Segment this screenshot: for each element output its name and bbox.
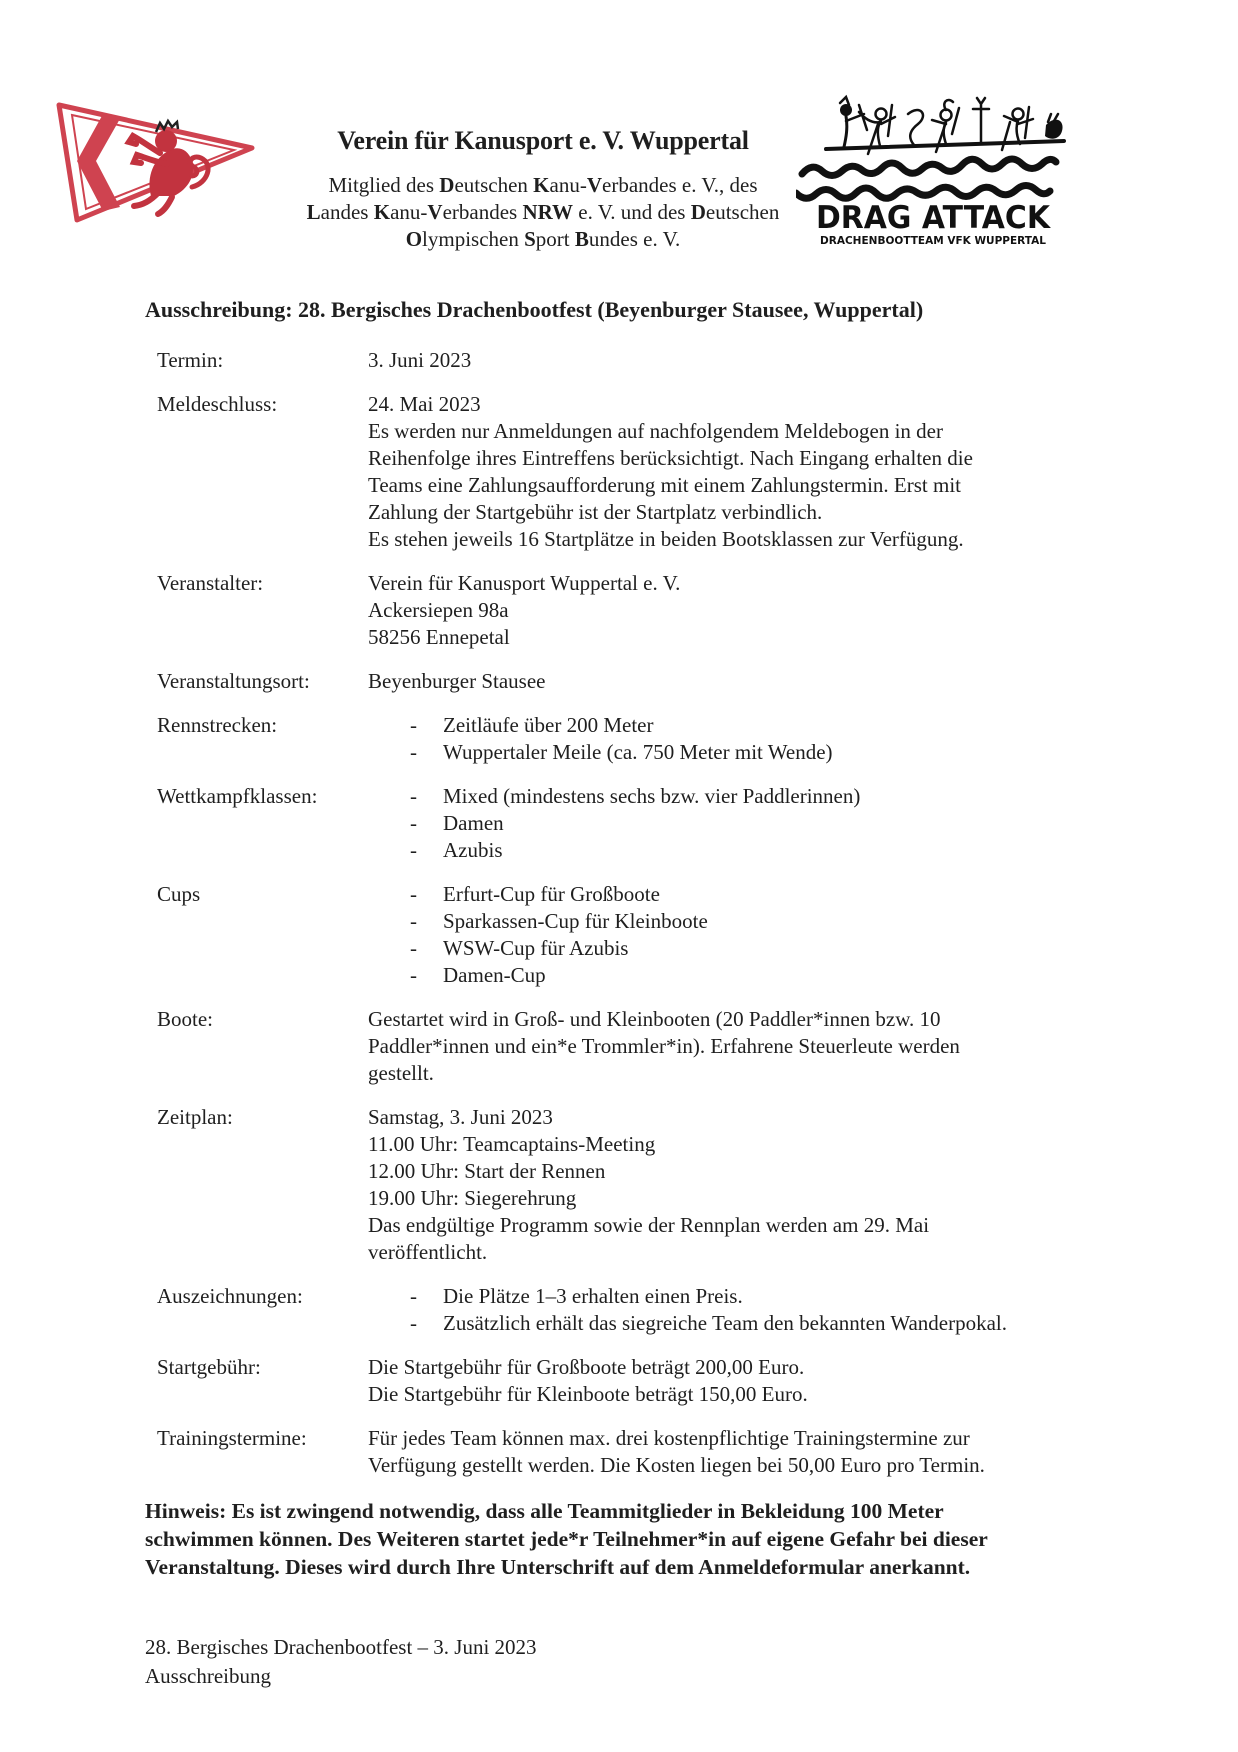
- bullet-dash-icon: -: [410, 909, 417, 933]
- membership-segment: anu-: [390, 200, 428, 224]
- bullet-dash-icon: -: [410, 713, 417, 737]
- section-row: [157, 391, 1117, 553]
- value-line: Reihenfolge ihres Eintreffens berücksichtigt. Nach Eingang erhalten die: [368, 446, 973, 470]
- drag-attack-wordmark: DRAG ATTACK: [816, 200, 1051, 236]
- bullet-text: Mixed (mindestens sechs bzw. vier Paddlerinnen): [443, 784, 861, 808]
- bullet-text: Damen: [443, 811, 504, 835]
- section-label: Veranstalter:: [157, 571, 264, 595]
- footer-line: 28. Bergisches Drachenbootfest – 3. Juni 2023: [145, 1635, 537, 1659]
- section-label: Boote:: [157, 1007, 213, 1031]
- section-label: Trainingstermine:: [157, 1426, 307, 1450]
- section-label: Veranstaltungsort:: [157, 669, 310, 693]
- section-row: [157, 1283, 1117, 1337]
- value-line: Paddler*innen und ein*e Trommler*in). Erfahrene Steuerleute werden: [368, 1034, 960, 1058]
- section-row: [157, 347, 1117, 374]
- value-line: 24. Mai 2023: [368, 392, 481, 416]
- bullet-text: Zusätzlich erhält das siegreiche Team den bekannten Wanderpokal.: [443, 1311, 1008, 1335]
- membership-segment: V: [586, 173, 603, 197]
- membership-segment: D: [439, 173, 455, 197]
- drag-attack-logo: [796, 94, 1070, 250]
- notice-line: Hinweis: Es ist zwingend notwendig, dass alle Teammitglieder in Bekleidung 100 Meter: [145, 1499, 944, 1523]
- membership-segment: V: [427, 200, 443, 224]
- section-row: [157, 1425, 1117, 1479]
- membership-segment: e. V. und des: [573, 200, 691, 224]
- bullet-item: [368, 908, 1117, 935]
- value-line: 12.00 Uhr: Start der Rennen: [368, 1159, 606, 1183]
- value-line: Teams eine Zahlungsaufforderung mit einem Zahlungstermin. Erst mit: [368, 473, 961, 497]
- value-line: Es werden nur Anmeldungen auf nachfolgendem Meldebogen in der: [368, 419, 943, 443]
- membership-segment: Mitglied des: [328, 173, 440, 197]
- bullet-item: [368, 810, 1117, 837]
- section-label: Auszeichnungen:: [157, 1284, 303, 1308]
- section-value: [368, 347, 1117, 374]
- membership-segment: K: [373, 200, 391, 224]
- value-line: 19.00 Uhr: Siegerehrung: [368, 1186, 577, 1210]
- section-row: [157, 1006, 1117, 1087]
- value-line: Samstag, 3. Juni 2023: [368, 1105, 553, 1129]
- bullet-text: Sparkassen-Cup für Kleinboote: [443, 909, 708, 933]
- section-value: [368, 881, 1117, 989]
- bullet-text: Zeitläufe über 200 Meter: [443, 713, 654, 737]
- membership-segment: andes: [320, 200, 374, 224]
- value-line: 58256 Ennepetal: [368, 625, 510, 649]
- value-line: Verein für Kanusport Wuppertal e. V.: [368, 571, 681, 595]
- section-row: [157, 1104, 1117, 1266]
- membership-segment: L: [306, 200, 321, 224]
- bullet-text: Azubis: [443, 838, 503, 862]
- sections-list: [157, 347, 1117, 1496]
- bullet-item: [368, 881, 1117, 908]
- value-line: Ackersiepen 98a: [368, 598, 509, 622]
- membership-segment: port: [535, 227, 575, 251]
- page-footer: [145, 1633, 537, 1691]
- value-line: veröffentlicht.: [368, 1240, 488, 1264]
- membership-segment: S: [524, 227, 536, 251]
- value-line: gestellt.: [368, 1061, 434, 1085]
- bullet-dash-icon: -: [410, 882, 417, 906]
- club-pennant-icon: [46, 101, 260, 225]
- value-line: Gestartet wird in Groß- und Kleinbooten (20 Paddler*innen bzw. 10: [368, 1007, 941, 1031]
- bullet-item: [368, 962, 1117, 989]
- membership-segment: lympischen: [422, 227, 525, 251]
- membership-segment: eutschen: [454, 173, 534, 197]
- value-line: Es stehen jeweils 16 Startplätze in beiden Bootsklassen zur Verfügung.: [368, 527, 964, 551]
- value-line: Die Startgebühr für Großboote beträgt 200,00 Euro.: [368, 1355, 805, 1379]
- value-line: 3. Juni 2023: [368, 348, 472, 372]
- membership-segment: D: [690, 200, 706, 224]
- bullet-text: Die Plätze 1–3 erhalten einen Preis.: [443, 1284, 743, 1308]
- section-row: [157, 881, 1117, 989]
- notice-line: Veranstaltung. Dieses wird durch Ihre Unterschrift auf dem Anmeldeformular anerkannt.: [145, 1555, 971, 1579]
- dragonboat-illustration-icon: [826, 97, 1064, 154]
- section-label: Wettkampfklassen:: [157, 784, 318, 808]
- membership-segment: eutschen: [705, 200, 780, 224]
- bullet-text: Damen-Cup: [443, 963, 546, 987]
- section-value: [368, 712, 1117, 766]
- membership-segment: erbandes e. V., des: [602, 173, 758, 197]
- section-value: [368, 1006, 1117, 1087]
- section-label: Termin:: [157, 348, 224, 372]
- section-label: Cups: [157, 882, 201, 906]
- membership-segment: O: [405, 227, 423, 251]
- bullet-item: [368, 837, 1117, 864]
- section-row: [157, 570, 1117, 651]
- section-value: [368, 570, 1117, 651]
- footer-line: Ausschreibung: [145, 1664, 271, 1688]
- bullet-dash-icon: -: [410, 936, 417, 960]
- section-label: Startgebühr:: [157, 1355, 261, 1379]
- bullet-item: [368, 712, 1117, 739]
- membership-lines: [278, 172, 808, 253]
- value-line: Für jedes Team können max. drei kostenpflichtige Trainingstermine zur: [368, 1426, 970, 1450]
- bullet-dash-icon: -: [410, 1311, 417, 1335]
- section-row: [157, 712, 1117, 766]
- value-line: Das endgültige Programm sowie der Rennplan werden am 29. Mai: [368, 1213, 930, 1237]
- section-value: [368, 783, 1117, 864]
- bullet-dash-icon: -: [410, 963, 417, 987]
- notice-paragraph: [145, 1497, 1125, 1581]
- membership-segment: B: [574, 227, 589, 251]
- membership-line: [278, 172, 808, 199]
- bullet-text: Wuppertaler Meile (ca. 750 Meter mit Wende): [443, 740, 833, 764]
- club-title: Verein für Kanusport e. V. Wuppertal: [337, 126, 749, 155]
- bullet-text: WSW-Cup für Azubis: [443, 936, 629, 960]
- bullet-dash-icon: -: [410, 838, 417, 862]
- bullet-item: [368, 1283, 1117, 1310]
- section-value: [368, 1425, 1117, 1479]
- value-line: Die Startgebühr für Kleinboote beträgt 150,00 Euro.: [368, 1382, 808, 1406]
- value-line: 11.00 Uhr: Teamcaptains-Meeting: [368, 1132, 656, 1156]
- value-line: Verfügung gestellt werden. Die Kosten liegen bei 50,00 Euro pro Termin.: [368, 1453, 985, 1477]
- membership-segment: NRW: [522, 200, 574, 224]
- bullet-item: [368, 739, 1117, 766]
- membership-line: [278, 226, 808, 253]
- document-heading: Ausschreibung: 28. Bergisches Drachenbootfest (Beyenburger Stausee, Wuppertal): [145, 297, 924, 322]
- section-row: [157, 668, 1117, 695]
- waves-icon: [796, 159, 1056, 198]
- section-label: Meldeschluss:: [157, 392, 278, 416]
- notice-line: schwimmen können. Des Weiteren startet jede*r Teilnehmer*in auf eigene Gefahr bei dieser: [145, 1527, 988, 1551]
- membership-segment: erbandes: [442, 200, 523, 224]
- membership-line: [278, 199, 808, 226]
- section-value: [368, 1104, 1117, 1266]
- section-label: Rennstrecken:: [157, 713, 278, 737]
- section-value: [368, 1283, 1117, 1337]
- section-row: [157, 783, 1117, 864]
- section-label: Zeitplan:: [157, 1105, 233, 1129]
- bullet-item: [368, 1310, 1117, 1337]
- membership-segment: K: [533, 173, 550, 197]
- drag-attack-subtitle: DRACHENBOOTTEAM VFK WUPPERTAL: [820, 235, 1047, 247]
- section-value: [368, 1354, 1117, 1408]
- membership-segment: undes e. V.: [588, 227, 681, 251]
- header-text-block: [278, 126, 808, 253]
- bullet-item: [368, 783, 1117, 810]
- section-row: [157, 1354, 1117, 1408]
- value-line: Beyenburger Stausee: [368, 669, 546, 693]
- bullet-dash-icon: -: [410, 740, 417, 764]
- bullet-item: [368, 935, 1117, 962]
- bullet-dash-icon: -: [410, 784, 417, 808]
- bullet-dash-icon: -: [410, 811, 417, 835]
- membership-segment: anu-: [549, 173, 587, 197]
- value-line: Zahlung der Startgebühr ist der Startplatz verbindlich.: [368, 500, 823, 524]
- bullet-dash-icon: -: [410, 1284, 417, 1308]
- section-value: [368, 391, 1117, 553]
- section-value: [368, 668, 1117, 695]
- bullet-text: Erfurt-Cup für Großboote: [443, 882, 660, 906]
